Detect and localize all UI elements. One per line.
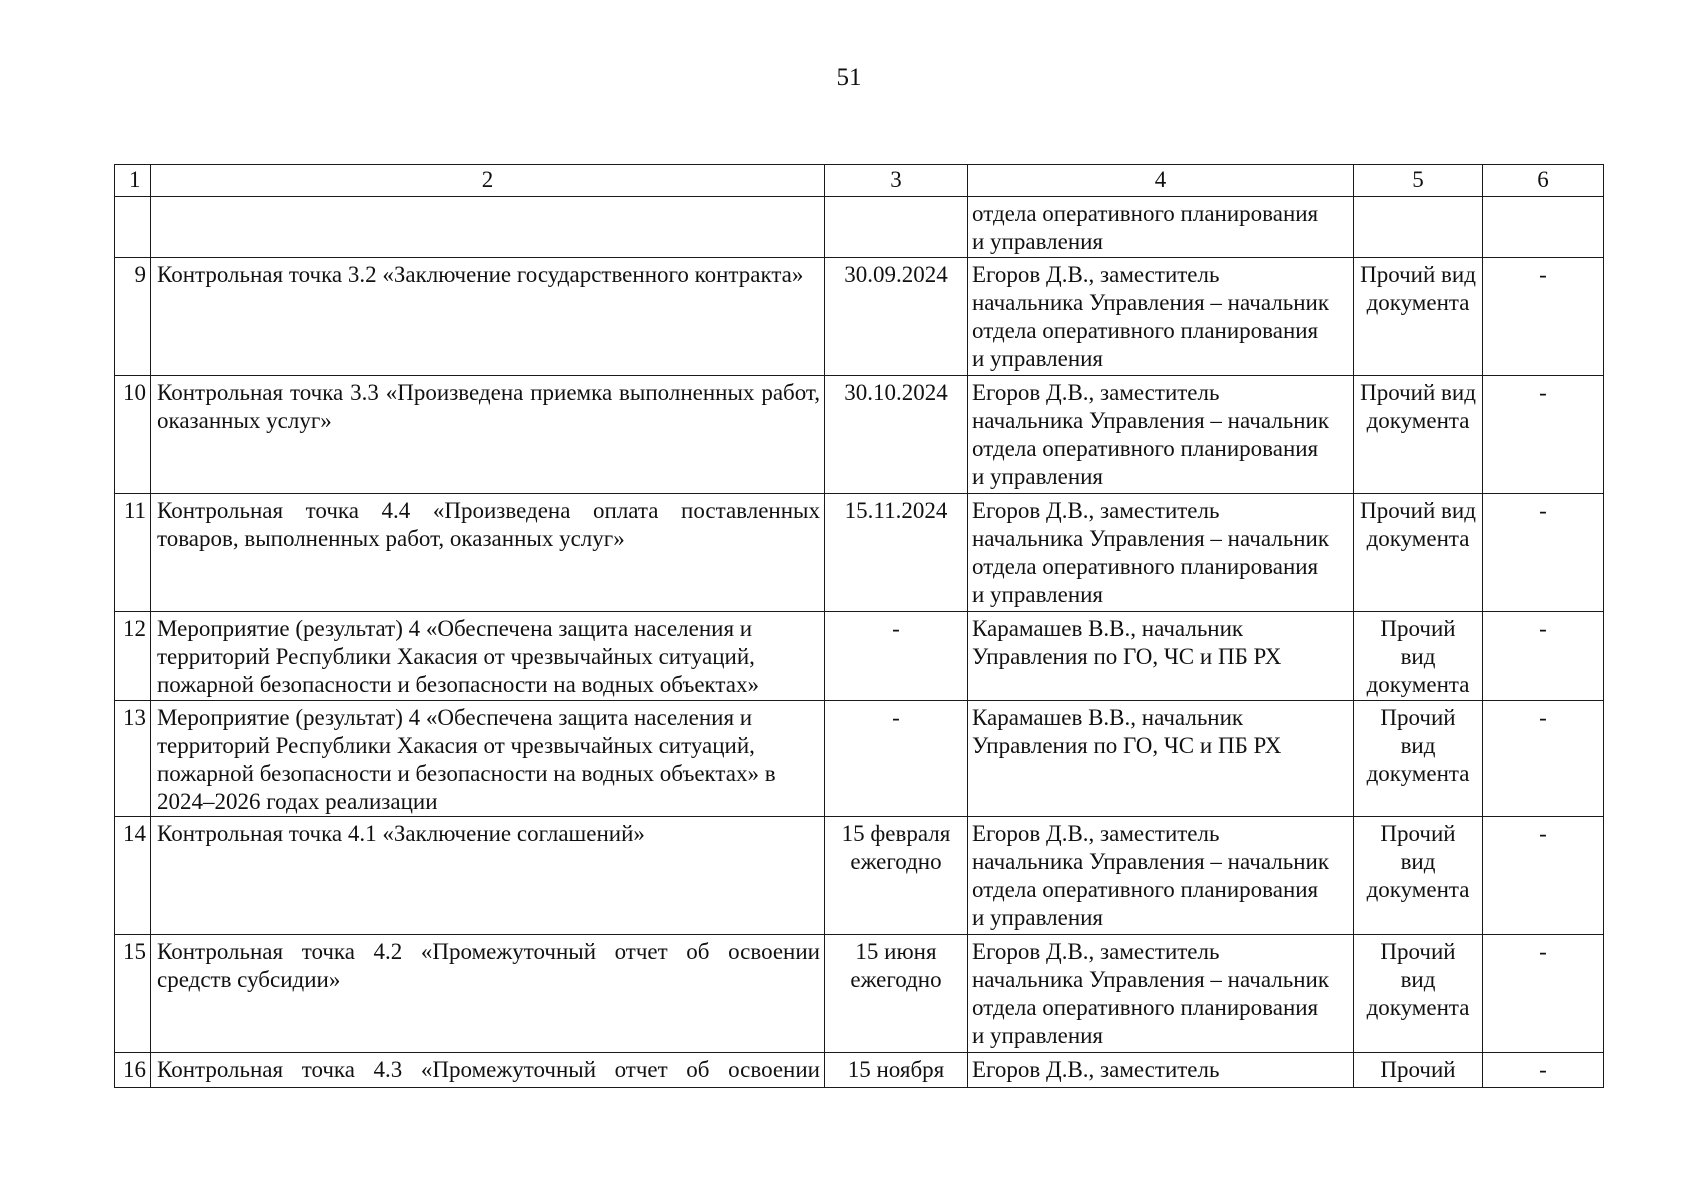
row-responsible: Егоров Д.В., заместитель начальника Управления – начальник отдела оперативного планирования и управления <box>968 494 1354 612</box>
row-name: Мероприятие (результат) 4 «Обеспечена защита населения и территорий Республики Хакасия от чрезвычайных ситуаций, пожарной безопасности и безопасности на водных объектах» <box>151 612 825 701</box>
table-row <box>115 612 1604 701</box>
row-note <box>1483 197 1604 258</box>
row-date: - <box>825 612 968 701</box>
page-number: 51 <box>836 64 862 91</box>
row-document-type <box>1354 197 1483 258</box>
table-header-row <box>115 165 1604 197</box>
row-name: Контрольная точка 4.4 «Произведена оплата поставленных товаров, выполненных работ, оказанных услуг» <box>151 494 825 612</box>
row-name: Контрольная точка 3.3 «Произведена приемка выполненных работ, оказанных услуг» <box>151 376 825 494</box>
row-document-type: Прочий вид документа <box>1354 376 1483 494</box>
row-document-type: Прочий вид документа <box>1354 935 1483 1053</box>
row-responsible: Карамашев В.В., начальник Управления по ГО, ЧС и ПБ РХ <box>968 612 1354 701</box>
row-document-type: Прочий вид документа <box>1354 817 1483 935</box>
row-note: - <box>1483 376 1604 494</box>
row-responsible: Карамашев В.В., начальник Управления по ГО, ЧС и ПБ РХ <box>968 701 1354 817</box>
row-number: 14 <box>115 817 151 935</box>
table-row <box>115 935 1604 1053</box>
plan-table <box>114 164 1604 1088</box>
column-number-2: 2 <box>151 165 825 197</box>
table-row <box>115 258 1604 376</box>
row-number <box>115 197 151 258</box>
row-date: 15 ноября <box>825 1053 968 1088</box>
row-responsible: отдела оперативного планирования и управления <box>968 197 1354 258</box>
column-number-1: 1 <box>115 165 151 197</box>
table-row <box>115 1053 1604 1088</box>
row-number: 16 <box>115 1053 151 1088</box>
row-name: Контрольная точка 4.1 «Заключение соглашений» <box>151 817 825 935</box>
row-date: 30.09.2024 <box>825 258 968 376</box>
table-row <box>115 376 1604 494</box>
row-responsible: Егоров Д.В., заместитель начальника Управления – начальник отдела оперативного планирования и управления <box>968 258 1354 376</box>
table-row <box>115 817 1604 935</box>
row-date: - <box>825 701 968 817</box>
row-note: - <box>1483 612 1604 701</box>
row-number: 13 <box>115 701 151 817</box>
table-row <box>115 494 1604 612</box>
row-responsible: Егоров Д.В., заместитель начальника Управления – начальник отдела оперативного планирования и управления <box>968 376 1354 494</box>
row-name: Контрольная точка 3.2 «Заключение государственного контракта» <box>151 258 825 376</box>
row-date: 15 июня ежегодно <box>825 935 968 1053</box>
row-document-type: Прочий <box>1354 1053 1483 1088</box>
row-note: - <box>1483 494 1604 612</box>
table-row <box>115 701 1604 817</box>
row-note: - <box>1483 817 1604 935</box>
row-document-type: Прочий вид документа <box>1354 258 1483 376</box>
row-note: - <box>1483 935 1604 1053</box>
row-name: Контрольная точка 4.2 «Промежуточный отчет об освоении средств субсидии» <box>151 935 825 1053</box>
column-number-6: 6 <box>1483 165 1604 197</box>
row-responsible: Егоров Д.В., заместитель начальника Управления – начальник отдела оперативного планирования и управления <box>968 817 1354 935</box>
row-note: - <box>1483 1053 1604 1088</box>
row-date <box>825 197 968 258</box>
row-note: - <box>1483 258 1604 376</box>
row-document-type: Прочий вид документа <box>1354 612 1483 701</box>
row-number: 10 <box>115 376 151 494</box>
row-date: 30.10.2024 <box>825 376 968 494</box>
row-number: 15 <box>115 935 151 1053</box>
table-row <box>115 197 1604 258</box>
row-responsible: Егоров Д.В., заместитель начальника Управления – начальник отдела оперативного планирования и управления <box>968 935 1354 1053</box>
row-name: Мероприятие (результат) 4 «Обеспечена защита населения и территорий Республики Хакасия от чрезвычайных ситуаций, пожарной безопасности и безопасности на водных объектах» в 2024–2026 годах реализации <box>151 701 825 817</box>
row-responsible: Егоров Д.В., заместитель <box>968 1053 1354 1088</box>
row-number: 11 <box>115 494 151 612</box>
column-number-3: 3 <box>825 165 968 197</box>
column-number-4: 4 <box>968 165 1354 197</box>
row-number: 12 <box>115 612 151 701</box>
row-date: 15 февраля ежегодно <box>825 817 968 935</box>
row-name: Контрольная точка 4.3 «Промежуточный отчет об освоении <box>151 1053 825 1088</box>
column-number-5: 5 <box>1354 165 1483 197</box>
row-document-type: Прочий вид документа <box>1354 494 1483 612</box>
row-note: - <box>1483 701 1604 817</box>
row-date: 15.11.2024 <box>825 494 968 612</box>
row-number: 9 <box>115 258 151 376</box>
row-name <box>151 197 825 258</box>
row-document-type: Прочий вид документа <box>1354 701 1483 817</box>
